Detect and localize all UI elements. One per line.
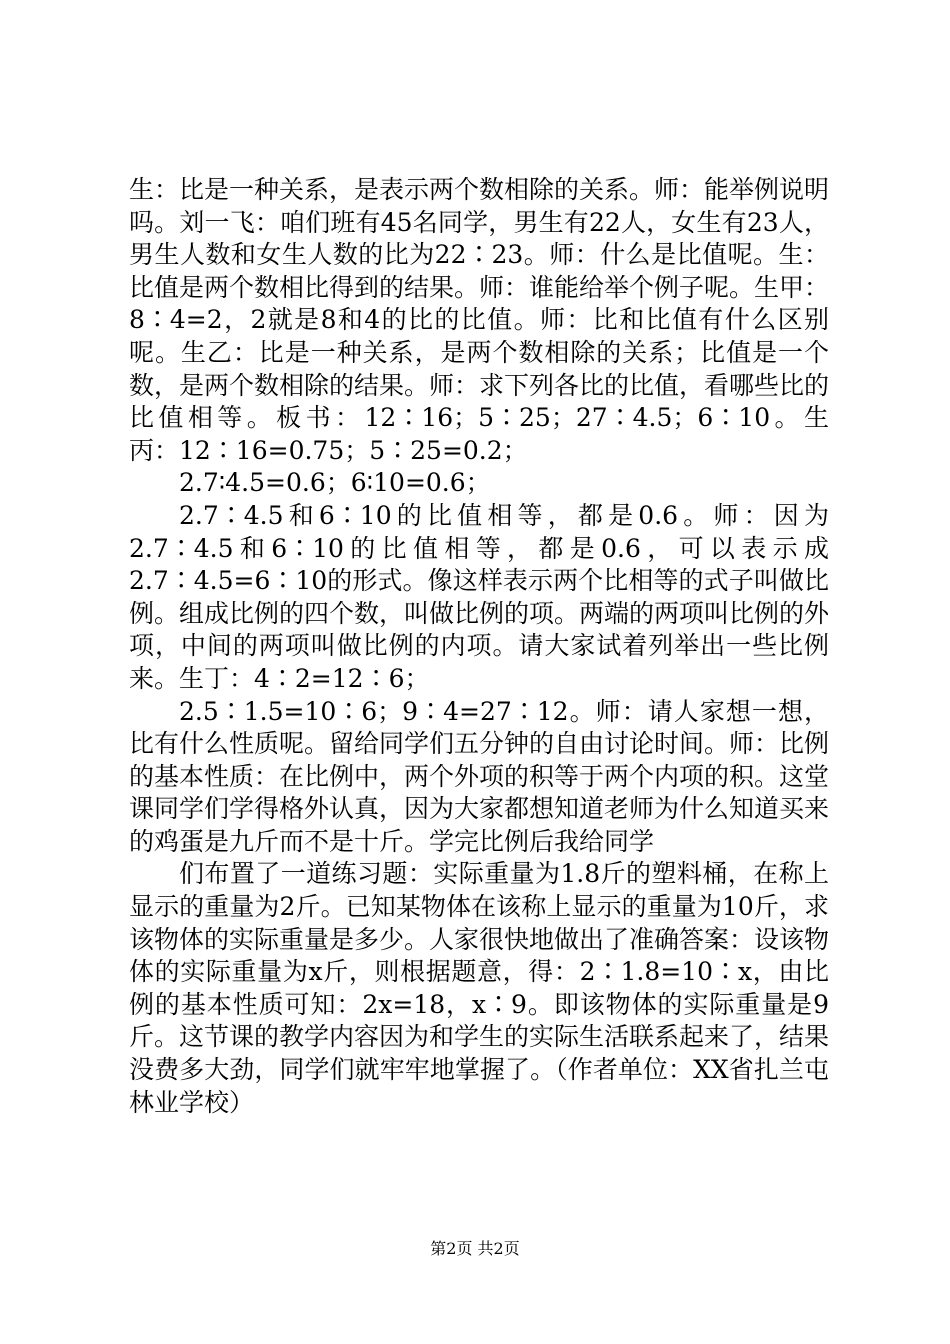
paragraph-2: 2.7∶4.5=0.6；6∶10=0.6； (179, 468, 491, 498)
paragraph-5: 们布置了一道练习题：实际重量为1.8斤的塑料桶，在称上显示的重量为2斤。已知某物体在该称上显示的重量为10斤，求该物体的实际重量是多少。人家很快地做出了准确答案：设该物体的实际重量为x斤，则根据题意，得：2∶1.8=10∶x，由比例的基本性质可知：2x=18，x∶9。即该物体的实际重量是9斤。这节课的教学内容因为和学生的实际生活联系起来了，结果没费多大劲，同学们就牢牢地掌握了。（作者单位：XX省扎兰屯林业学校） (129, 859, 830, 1117)
paragraph-4: 2.5∶1.5=10∶6；9∶4=27∶12。师：请人家想一想，比有什么性质呢。留给同学们五分钟的自由讨论时间。师：比例的基本性质：在比例中，两个外项的积等于两个内项的积。这堂课同学们学得格外认真，因为大家都想知道老师为什么知道买来的鸡蛋是九斤而不是十斤。学完比例后我给同学 (129, 696, 830, 856)
document-body (129, 174, 829, 1119)
paragraph-3: 2.7∶4.5和6∶10的比值相等，都是0.6。师：因为2.7∶4.5和6∶10的比值相等，都是0.6，可以表示成2.7∶4.5=6∶10的形式。像这样表示两个比相等的式子叫做比例。组成比例的四个数，叫做比例的项。两端的两项叫比例的外项，中间的两项叫做比例的内项。请大家试着列举出一些比例来。生丁：4∶2=12∶6； (129, 500, 830, 693)
page-footer: 第2页 共2页 (430, 1239, 520, 1258)
paragraph-1: 生：比是一种关系，是表示两个数相除的关系。师：能举例说明吗。刘一飞：咱们班有45名同学，男生有22人，女生有23人，男生人数和女生人数的比为22∶23。师：什么是比值呢。生：比值是两个数相比得到的结果。师：谁能给举个例子呢。生甲：8∶4=2，2就是8和4的比的比值。师：比和比值有什么区别呢。生乙：比是一种关系，是两个数相除的关系；比值是一个数，是两个数相除的结果。师：求下列各比的比值，看哪些比的比值相等。板书：12∶16；5∶25；27∶4.5；6∶10。生丙：12∶16=0.75；5∶25=0.2； (129, 175, 830, 465)
